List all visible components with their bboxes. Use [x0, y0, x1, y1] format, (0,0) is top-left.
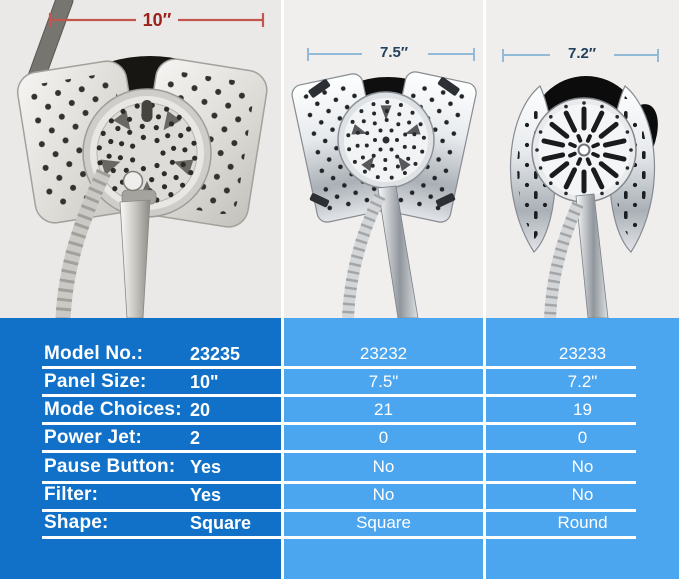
cell-product3: No — [571, 485, 594, 504]
cell-product1: Yes — [190, 457, 222, 477]
dimension-label-product3: 7.2″ — [567, 45, 597, 62]
cell-product3: 7.2" — [567, 372, 598, 391]
handle — [120, 172, 156, 319]
row-label: Pause Button: — [44, 456, 176, 477]
center-sprayface — [532, 98, 636, 202]
row-label: Mode Choices: — [44, 399, 182, 420]
hose — [550, 204, 578, 318]
row-label: Filter: — [44, 484, 99, 505]
center-sprayface — [338, 92, 434, 188]
dimension-label-product2: 7.5″ — [379, 44, 409, 61]
cell-product1: 20 — [190, 400, 211, 420]
row-label: Model No.: — [44, 343, 144, 364]
row-label: Panel Size: — [44, 371, 147, 392]
cell-product1: 10" — [190, 372, 219, 392]
cell-product2: No — [372, 457, 395, 476]
cell-product3: 23233 — [558, 344, 607, 363]
table-row-panel-size — [0, 368, 679, 396]
cell-product3: 19 — [573, 400, 592, 419]
cell-product3: No — [571, 457, 594, 476]
cell-product1: Yes — [190, 485, 222, 505]
cell-product1: 2 — [190, 428, 201, 448]
table-row-pause-button — [0, 453, 679, 481]
pause-button — [124, 172, 143, 191]
row-label: Shape: — [44, 512, 109, 533]
cell-product2: 21 — [374, 400, 393, 419]
table-row-power-jet — [0, 424, 679, 452]
dimension-label-product1: 10″ — [142, 10, 172, 30]
table-row-mode-choices — [0, 396, 679, 424]
table-row-shape — [0, 509, 679, 537]
cell-product2: 0 — [378, 428, 389, 447]
cell-product2: 23232 — [359, 344, 408, 363]
cell-product2: 7.5" — [368, 372, 399, 391]
product1-photo-10in-square — [0, 0, 281, 318]
cell-product1: 23235 — [190, 344, 241, 364]
cell-product3: Round — [557, 513, 608, 532]
cell-product1: Square — [190, 513, 252, 533]
table-row-model-no — [0, 340, 679, 368]
row-label: Power Jet: — [44, 427, 143, 448]
table-row-filter — [0, 481, 679, 509]
cell-product2: No — [372, 485, 395, 504]
cell-product2: Square — [356, 513, 411, 532]
cell-product3: 0 — [577, 428, 588, 447]
